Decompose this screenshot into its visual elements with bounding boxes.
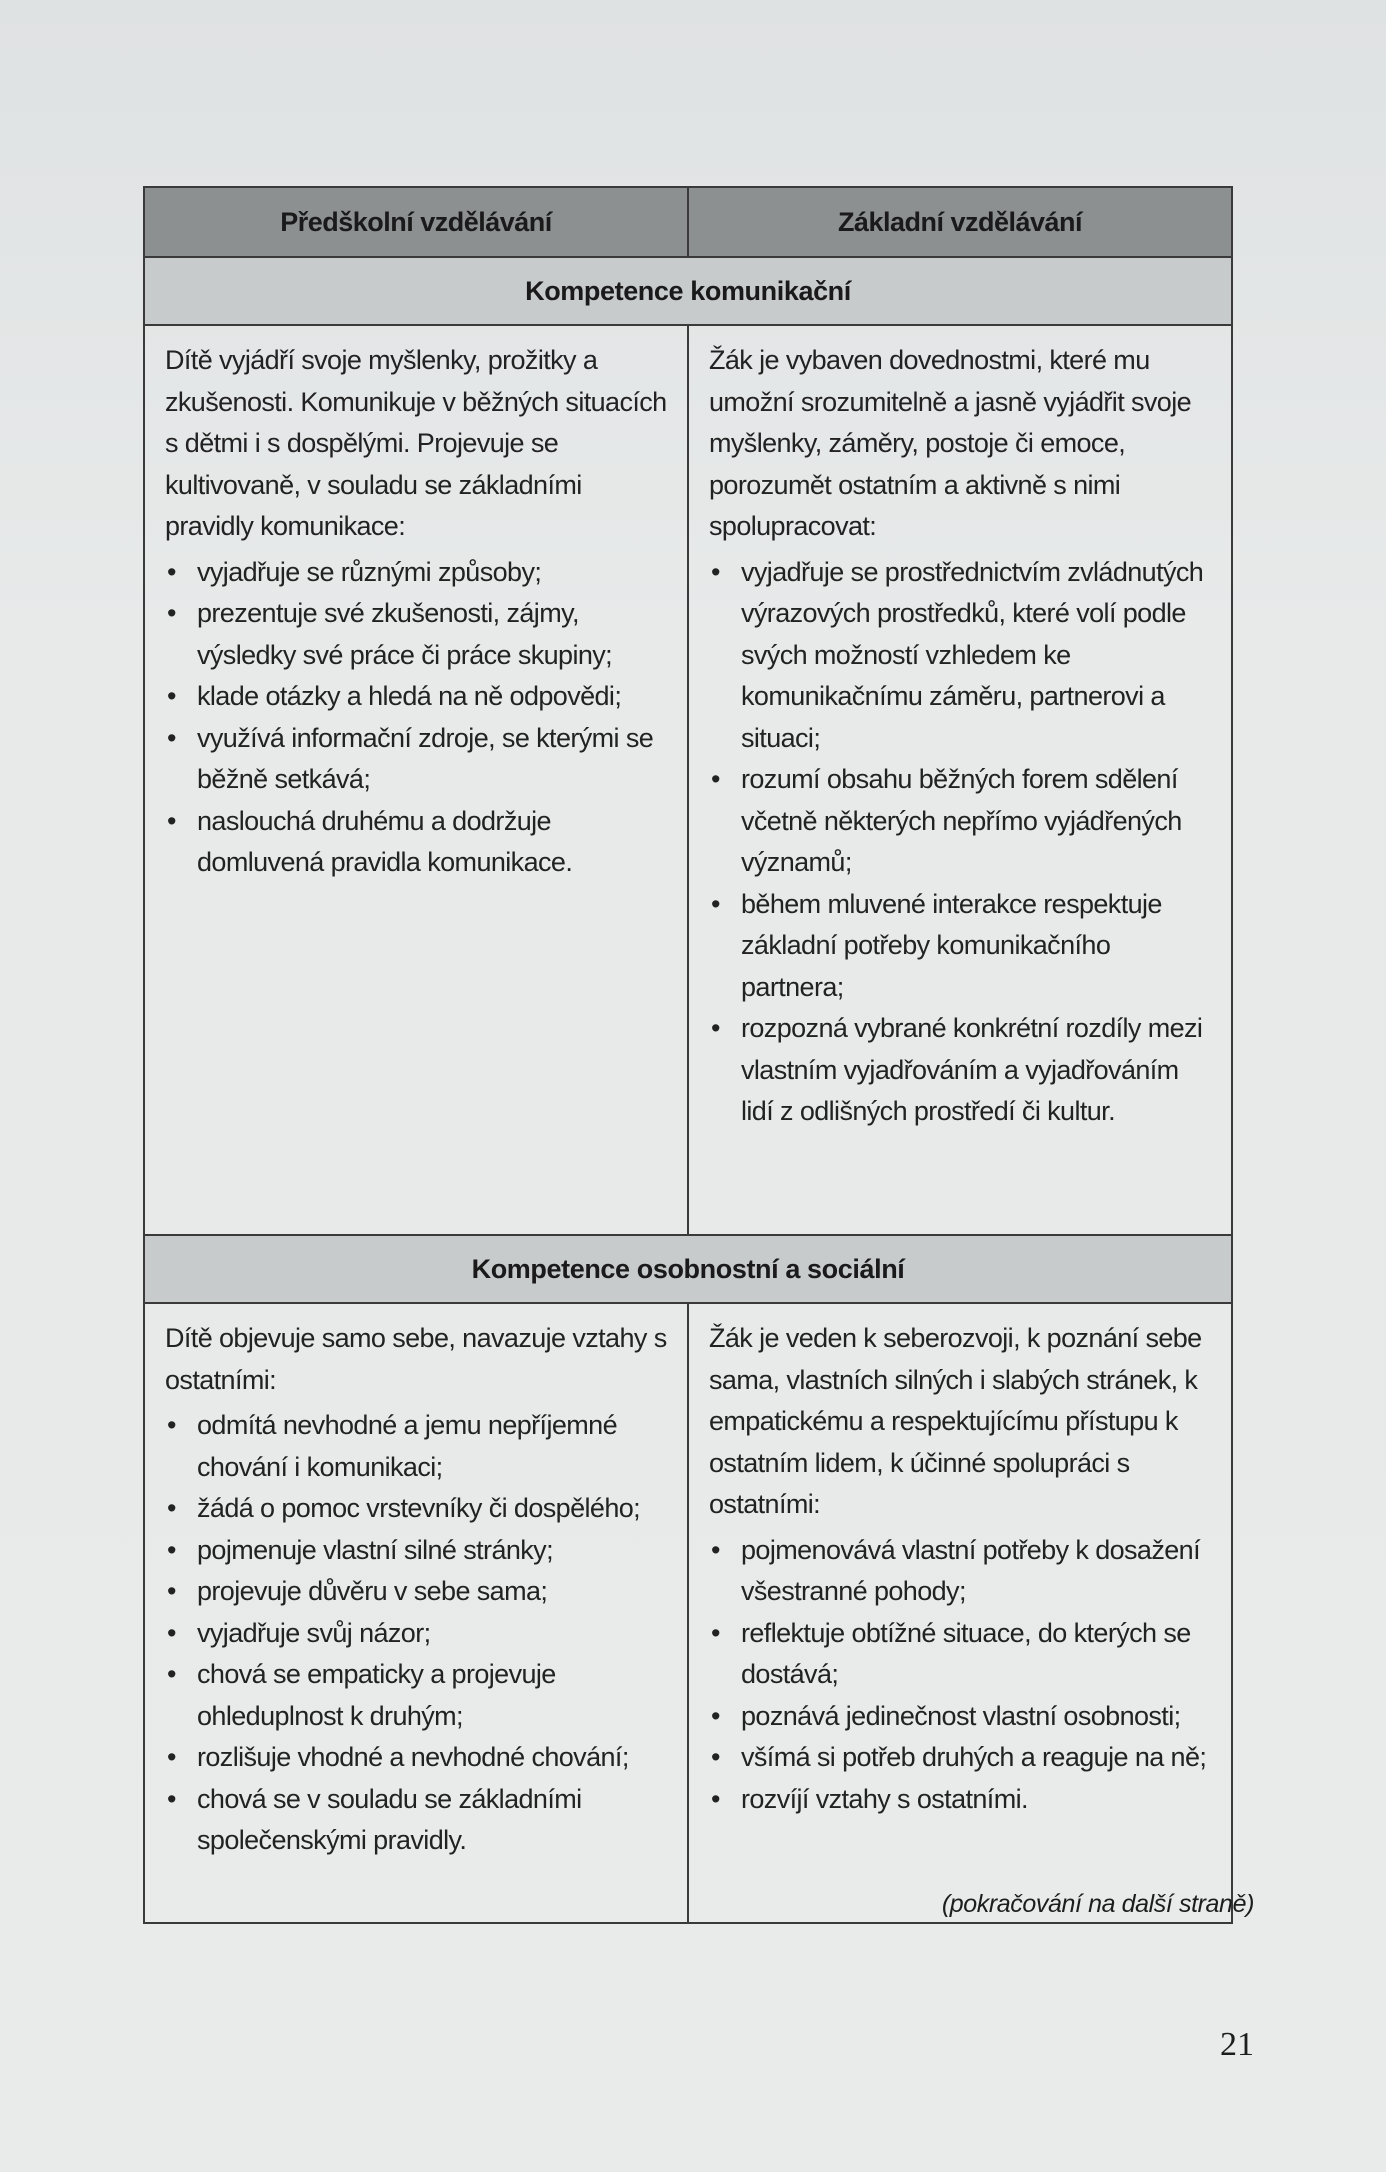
table-header-row — [144, 187, 1232, 257]
list-item: • žádá o pomoc vrstevníky či dospělého; — [165, 1488, 671, 1530]
list-item: • vyjadřuje se různými způsoby; — [165, 552, 671, 594]
intro-text: Žák je veden k seberozvoji, k poznání sebe sama, vlastních silných i slabých stránek, k empatickému a respektujícímu přístupu k ostatním lidem, k účinné spolupráci s ostatními: — [709, 1323, 1202, 1519]
list-item: • prezentuje své zkušenosti, zájmy, výsledky své práce či práce skupiny; — [165, 593, 671, 676]
cell-preschool-personal — [144, 1303, 688, 1923]
bullet-list — [709, 552, 1215, 1133]
competence-table — [143, 186, 1233, 1924]
list-item: • všímá si potřeb druhých a reaguje na ně; — [709, 1737, 1215, 1779]
list-item: • rozpozná vybrané konkrétní rozdíly mezi vlastním vyjadřováním a vyjadřováním lidí z odlišných prostředí či kultur. — [709, 1008, 1215, 1133]
table-row — [144, 325, 1232, 1235]
page-number: 21 — [1220, 2026, 1254, 2063]
list-item: • chová se v souladu se základními společenskými pravidly. — [165, 1779, 671, 1862]
list-item: • vyjadřuje se prostřednictvím zvládnutých výrazových prostředků, které volí podle svých možností vzhledem ke komunikačnímu záměru, partnerovi a situaci; — [709, 552, 1215, 760]
intro-text: Žák je vybaven dovednostmi, které mu umožní srozumitelně a jasně vyjádřit svoje myšlenky, záměry, postoje či emoce, porozumět ostatním a aktivně s nimi spolupracovat: — [709, 345, 1192, 541]
intro-text: Dítě objevuje samo sebe, navazuje vztahy s ostatními: — [165, 1323, 667, 1395]
bullet-list — [165, 552, 671, 884]
list-item: • rozvíjí vztahy s ostatními. — [709, 1779, 1215, 1821]
section-row — [144, 1235, 1232, 1303]
list-item: • rozumí obsahu běžných forem sdělení včetně některých nepřímo vyjádřených významů; — [709, 759, 1215, 884]
continuation-note: (pokračování na další straně) — [941, 1890, 1254, 1918]
intro-text: Dítě vyjádří svoje myšlenky, prožitky a zkušenosti. Komunikuje v běžných situacích s dětmi i s dospělými. Projevuje se kultivovaně, v souladu se základními pravidly komunikace: — [165, 345, 667, 541]
list-item: • chová se empaticky a projevuje ohleduplnost k druhým; — [165, 1654, 671, 1737]
section-row — [144, 257, 1232, 325]
section-title-personal-social: Kompetence osobnostní a sociální — [144, 1235, 1232, 1303]
cell-preschool-communication — [144, 325, 688, 1235]
list-item: • využívá informační zdroje, se kterými se běžně setkává; — [165, 718, 671, 801]
list-item: • poznává jedinečnost vlastní osobnosti; — [709, 1696, 1215, 1738]
list-item: • odmítá nevhodné a jemu nepříjemné chování i komunikaci; — [165, 1405, 671, 1488]
table-row — [144, 1303, 1232, 1923]
list-item: • pojmenovává vlastní potřeby k dosažení všestranné pohody; — [709, 1530, 1215, 1613]
list-item: • klade otázky a hledá na ně odpovědi; — [165, 676, 671, 718]
list-item: • naslouchá druhému a dodržuje domluvená pravidla komunikace. — [165, 801, 671, 884]
bullet-list — [709, 1530, 1215, 1821]
cell-basic-communication — [688, 325, 1232, 1235]
bullet-list — [165, 1405, 671, 1862]
list-item: • reflektuje obtížné situace, do kterých se dostává; — [709, 1613, 1215, 1696]
cell-basic-personal — [688, 1303, 1232, 1923]
list-item: • během mluvené interakce respektuje základní potřeby komunikačního partnera; — [709, 884, 1215, 1009]
header-basic: Základní vzdělávání — [688, 187, 1232, 257]
section-title-communication: Kompetence komunikační — [144, 257, 1232, 325]
list-item: • rozlišuje vhodné a nevhodné chování; — [165, 1737, 671, 1779]
list-item: • pojmenuje vlastní silné stránky; — [165, 1530, 671, 1572]
list-item: • vyjadřuje svůj názor; — [165, 1613, 671, 1655]
list-item: • projevuje důvěru v sebe sama; — [165, 1571, 671, 1613]
header-preschool: Předškolní vzdělávání — [144, 187, 688, 257]
